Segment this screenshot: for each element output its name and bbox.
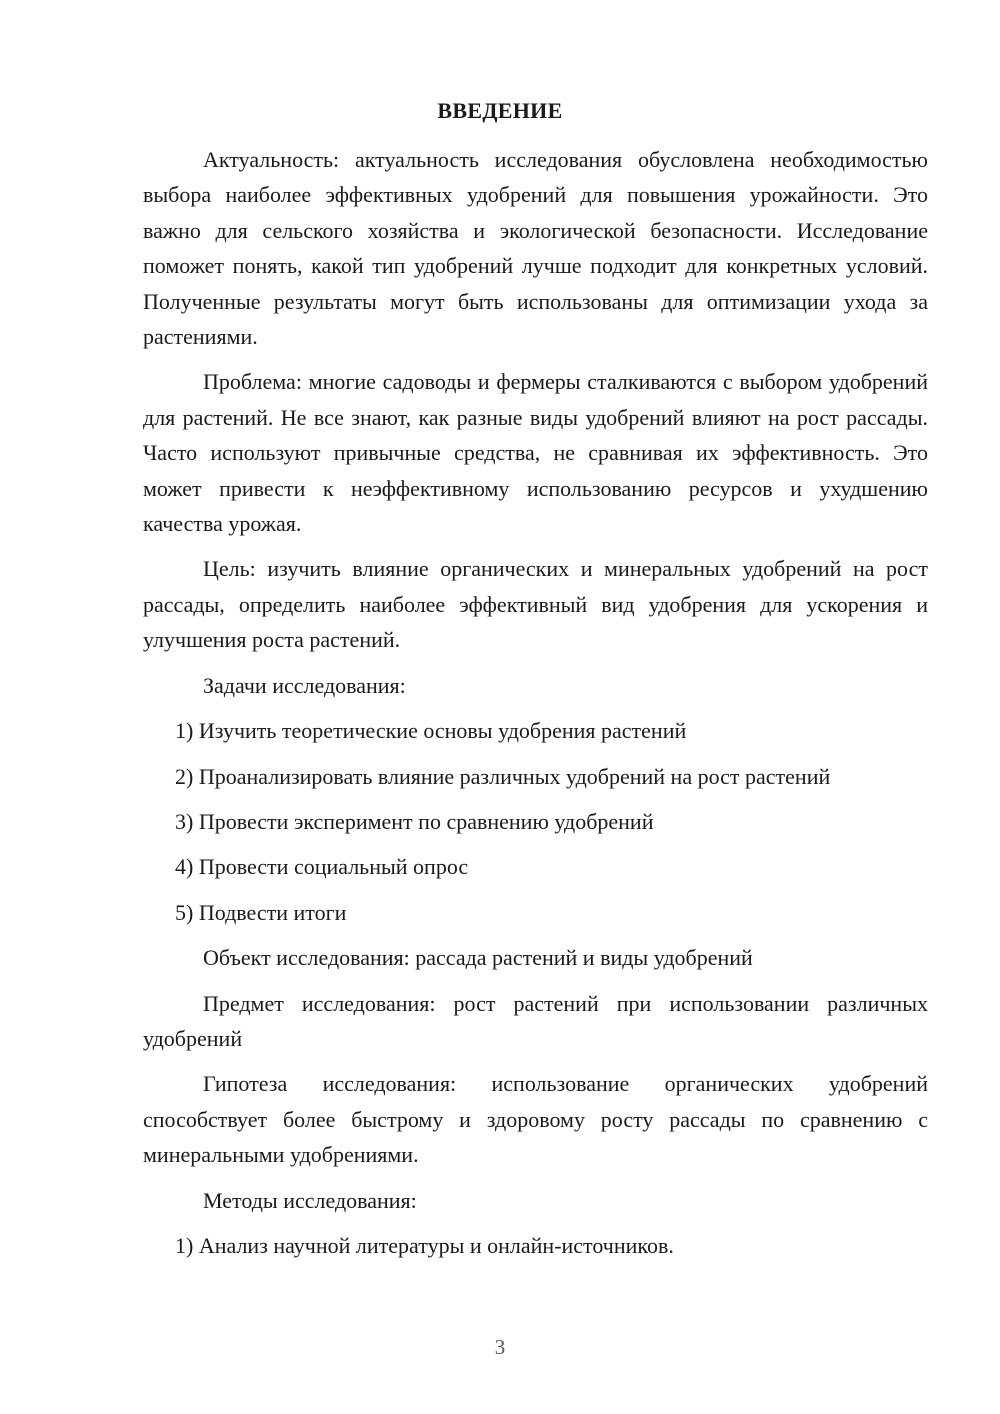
methods-list — [143, 1228, 928, 1263]
page-number: 3 — [494, 1335, 506, 1359]
document-body — [143, 142, 928, 1273]
problem-paragraph: Проблема: многие садоводы и фермеры сталкиваются с выбором удобрений для растений. Не все знают, как разные виды удобрений влияют на рост рассады. Часто используют привычные средства, не сравнивая их эффективность. Это может привести к неэффективному использованию ресурсов и ухудшению качества урожая. — [143, 369, 928, 537]
list-item: 5) Подвести итоги — [175, 899, 347, 925]
tasks-list — [143, 713, 928, 930]
relevance-paragraph: Актуальность: актуальность исследования обусловлена необходимостью выбора наиболее эффективных удобрений для повышения урожайности. Это важно для сельского хозяйства и экологической безопасности. Исследование поможет понять, какой тип удобрений лучше подходит для конкретных условий. Полученные результаты могут быть использованы для оптимизации ухода за растениями. — [143, 147, 928, 350]
list-item: 2) Проанализировать влияние различных удобрений на рост растений — [175, 763, 831, 789]
methods-label: Методы исследования: — [203, 1187, 417, 1213]
goal-paragraph: Цель: изучить влияние органических и минеральных удобрений на рост рассады, определить наиболее эффективный вид удобрения для ускорения и улучшения роста растений. — [143, 556, 928, 653]
list-item: 3) Провести эксперимент по сравнению удобрений — [175, 808, 654, 834]
page-title: ВВЕДЕНИЕ — [437, 98, 563, 123]
tasks-label: Задачи исследования: — [203, 672, 406, 698]
subject-paragraph: Предмет исследования: рост растений при использовании различных удобрений — [143, 990, 928, 1051]
list-item: 4) Провести социальный опрос — [175, 854, 469, 880]
list-item: 1) Анализ научной литературы и онлайн-источников. — [175, 1232, 674, 1258]
hypothesis-paragraph: Гипотеза исследования: использование органических удобрений способствует более быстрому и здоровому росту рассады по сравнению с минеральными удобрениями. — [143, 1071, 928, 1168]
object-paragraph: Объект исследования: рассада растений и виды удобрений — [203, 945, 753, 971]
list-item: 1) Изучить теоретические основы удобрения растений — [175, 718, 687, 744]
